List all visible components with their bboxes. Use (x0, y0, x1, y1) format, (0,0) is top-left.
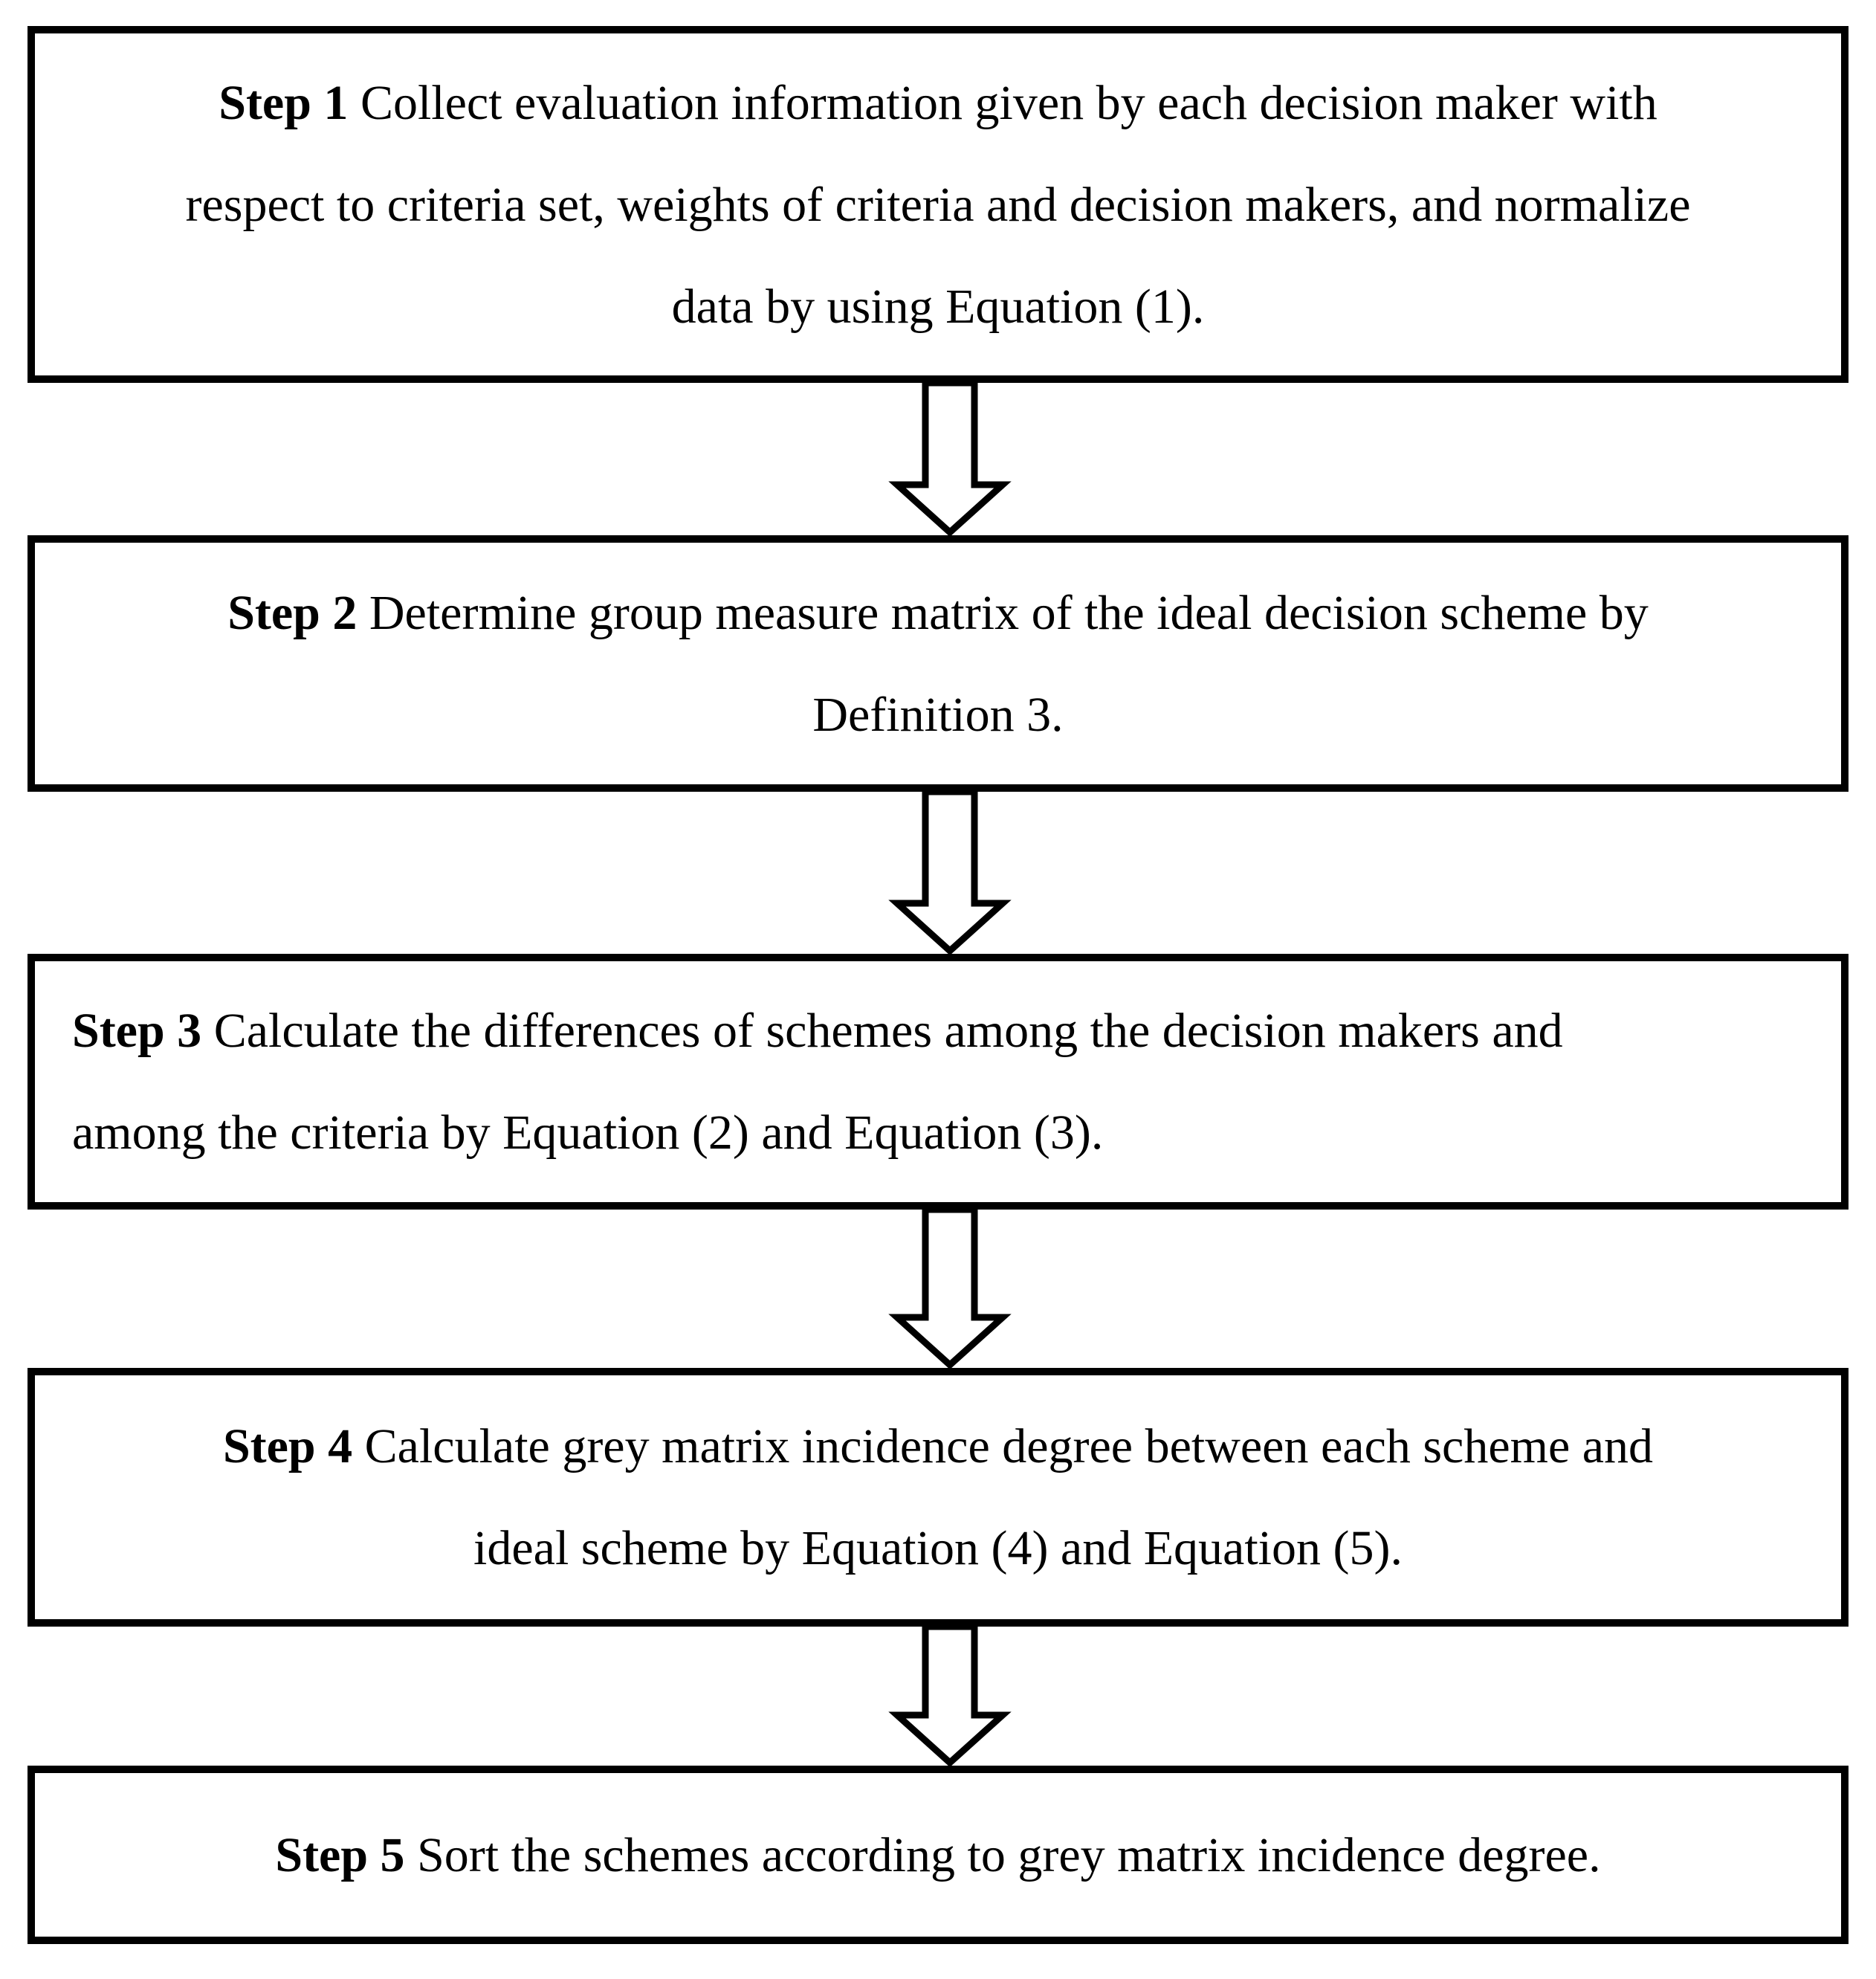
step-4-label: Step 4 (222, 1419, 353, 1473)
down-arrow-icon (893, 383, 1006, 535)
step-4-text: Calculate grey matrix incidence degree between each scheme and (352, 1419, 1654, 1473)
step-2-text: Determine group measure matrix of the ideal decision scheme by (357, 585, 1649, 640)
down-arrow-icon (893, 1627, 1006, 1766)
step-1-line-1 (219, 52, 1657, 154)
down-arrow-icon (893, 792, 1006, 954)
step-4-box (28, 1368, 1848, 1627)
step-4-line-2: ideal scheme by Equation (4) and Equation (5). (473, 1521, 1403, 1575)
step-3-line-1 (72, 980, 1563, 1082)
step-1-label: Step 1 (219, 75, 349, 130)
step-4-line-1 (223, 1395, 1653, 1497)
arrow-zone-4 (28, 1627, 1848, 1766)
arrow-zone-3 (28, 1210, 1848, 1368)
step-3-text: Calculate the differences of schemes among the decision makers and (201, 1004, 1563, 1058)
arrow-zone-1 (28, 383, 1848, 535)
down-arrow-icon (893, 1210, 1006, 1368)
step-2-label: Step 2 (227, 585, 358, 640)
arrow-zone-2 (28, 792, 1848, 954)
step-5-box (28, 1766, 1848, 1944)
step-5-label: Step 5 (275, 1827, 405, 1882)
step-3-label: Step 3 (72, 1004, 202, 1058)
step-1-line-2: respect to criteria set, weights of criteria and decision makers, and normalize (185, 177, 1691, 232)
step-1-line-3: data by using Equation (1). (671, 279, 1205, 334)
step-5-line-1 (275, 1804, 1600, 1906)
step-1-text: Collect evaluation information given by each decision maker with (348, 75, 1657, 130)
step-3-line-2: among the criteria by Equation (2) and Equation (3). (72, 1105, 1104, 1160)
step-1-box (28, 26, 1848, 383)
step-3-box (28, 954, 1848, 1210)
step-2-box (28, 535, 1848, 792)
step-5-text: Sort the schemes according to grey matrix incidence degree. (404, 1827, 1601, 1882)
step-2-line-2: Definition 3. (812, 687, 1064, 742)
step-2-line-1 (227, 562, 1649, 664)
